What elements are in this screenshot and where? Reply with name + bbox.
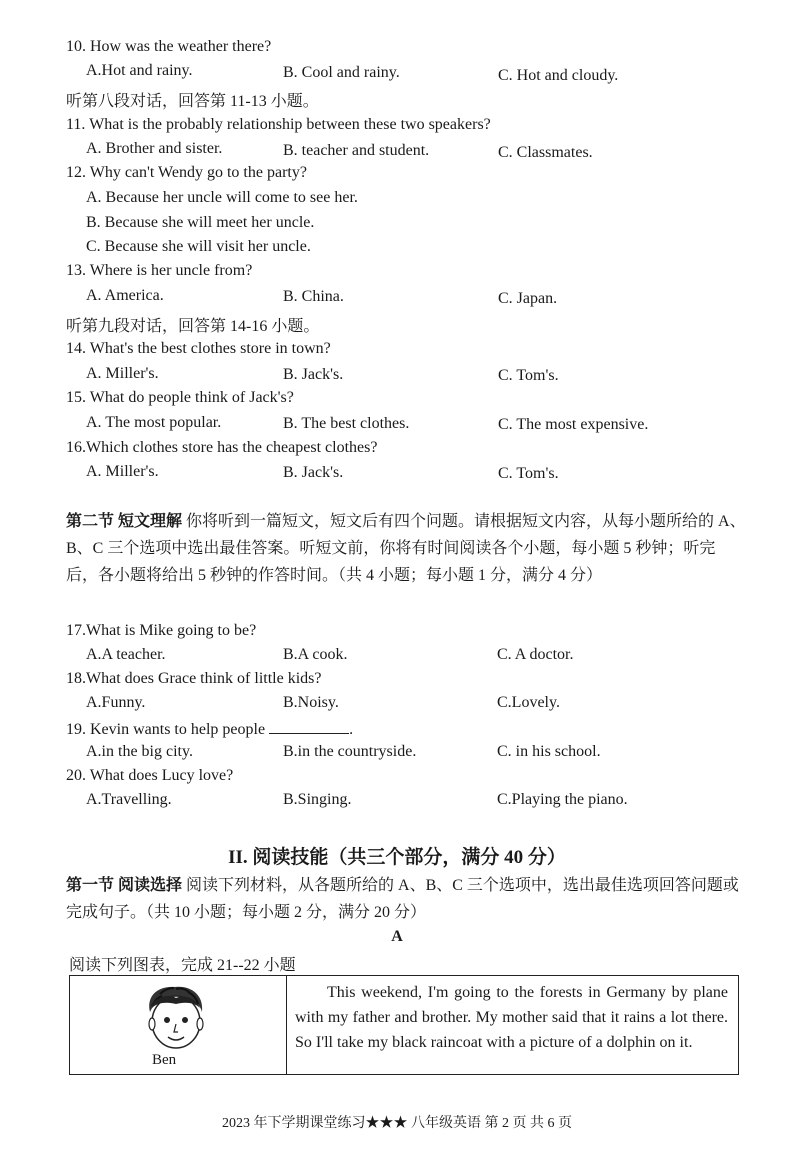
ben-name: Ben xyxy=(152,1052,177,1068)
q14-option-c: C. Tom's. xyxy=(498,367,559,384)
section-2-text: 你将听到一篇短文，短文后有四个问题。请根据短文内容，从每小题所给的 A、B、C 三个选项中选出最佳答案。听短文前，你将有时间阅读各个小题，每小题 5 秒钟；听完后，各小题将给出 5 秒钟的作答时间。（共 4 小题；每小题 1 分，满分 4 分） xyxy=(66,513,746,584)
q17-option-a: A.A teacher. xyxy=(86,646,166,663)
question-19-text: 19. Kevin wants to help people xyxy=(66,721,266,738)
reading-text: 阅读下列材料，从各题所给的 A、B、C 三个选项中，选出最佳选项回答问题或完成句子。（共 10 小题；每小题 2 分，满分 20 分） xyxy=(66,877,739,921)
question-15: 15. What do people think of Jack's? xyxy=(66,389,294,406)
q10-option-b: B. Cool and rainy. xyxy=(283,64,400,81)
q14-option-a: A. Miller's. xyxy=(86,365,159,382)
q11-option-b: B. teacher and student. xyxy=(283,142,430,159)
dialog-8-instruction: 听第八段对话，回答第 11-13 小题。 xyxy=(66,93,319,110)
page-footer: 2023 年下学期课堂练习★★★ 八年级英语 第 2 页 共 6 页 xyxy=(222,1116,572,1131)
q18-option-c: C.Lovely. xyxy=(497,694,560,711)
question-13: 13. Where is her uncle from? xyxy=(66,262,253,279)
q12-option-a: A. Because her uncle will come to see her. xyxy=(86,189,358,206)
q20-option-c: C.Playing the piano. xyxy=(497,791,628,808)
q10-option-a: A.Hot and rainy. xyxy=(86,62,193,79)
q12-option-b: B. Because she will meet her uncle. xyxy=(86,214,315,231)
answer-blank xyxy=(269,719,349,734)
q15-option-c: C. The most expensive. xyxy=(498,416,649,433)
ben-picture-cell xyxy=(70,976,287,1075)
q12-option-c: C. Because she will visit her uncle. xyxy=(86,238,311,255)
q20-option-b: B.Singing. xyxy=(283,791,352,808)
q19-option-b: B.in the countryside. xyxy=(283,743,417,760)
q15-option-a: A. The most popular. xyxy=(86,414,222,431)
question-14: 14. What's the best clothes store in town? xyxy=(66,340,331,357)
q13-option-a: A. America. xyxy=(86,287,164,304)
q16-option-a: A. Miller's. xyxy=(86,463,159,480)
question-17: 17.What is Mike going to be? xyxy=(66,622,257,639)
q10-option-c: C. Hot and cloudy. xyxy=(498,67,619,84)
q15-option-b: B. The best clothes. xyxy=(283,415,410,432)
q20-option-a: A.Travelling. xyxy=(86,791,172,808)
dialog-9-instruction: 听第九段对话，回答第 14-16 小题。 xyxy=(66,318,320,335)
question-11: 11. What is the probably relationship between these two speakers? xyxy=(66,116,491,133)
table-intro: 阅读下列图表，完成 21--22 小题 xyxy=(69,957,296,974)
q16-option-b: B. Jack's. xyxy=(283,464,344,481)
question-19: 19. Kevin wants to help people . xyxy=(66,721,354,738)
question-10: 10. How was the weather there? xyxy=(66,38,272,55)
q17-option-c: C. A doctor. xyxy=(497,646,574,663)
q13-option-c: C. Japan. xyxy=(498,290,558,307)
ben-table xyxy=(69,975,739,1075)
reading-instruction xyxy=(66,872,746,926)
question-16: 16.Which clothes store has the cheapest clothes? xyxy=(66,439,378,456)
part-label: A xyxy=(391,928,403,945)
q18-option-a: A.Funny. xyxy=(86,694,146,711)
q17-option-b: B.A cook. xyxy=(283,646,348,663)
question-20: 20. What does Lucy love? xyxy=(66,767,234,784)
boy-portrait-icon xyxy=(140,982,212,1056)
section-2-instruction xyxy=(66,508,746,589)
q19-option-a: A.in the big city. xyxy=(86,743,193,760)
question-12: 12. Why can't Wendy go to the party? xyxy=(66,164,307,181)
section-2-heading: 第二节 短文理解 xyxy=(66,513,183,530)
ben-text: This weekend, I'm going to the forests in Germany by plane with my father and brother. My mother said that it rains a lot there. So I'll take my black raincoat with a picture of a dolphin on it. xyxy=(287,976,739,1075)
reading-section-title: II. 阅读技能（共三个部分，满分 40 分） xyxy=(228,847,566,868)
q18-option-b: B.Noisy. xyxy=(283,694,339,711)
q19-option-c: C. in his school. xyxy=(497,743,601,760)
reading-heading: 第一节 阅读选择 xyxy=(66,877,183,894)
q14-option-b: B. Jack's. xyxy=(283,366,344,383)
q13-option-b: B. China. xyxy=(283,288,344,305)
q16-option-c: C. Tom's. xyxy=(498,465,559,482)
question-18: 18.What does Grace think of little kids? xyxy=(66,670,322,687)
q11-option-c: C. Classmates. xyxy=(498,144,593,161)
q11-option-a: A. Brother and sister. xyxy=(86,140,223,157)
